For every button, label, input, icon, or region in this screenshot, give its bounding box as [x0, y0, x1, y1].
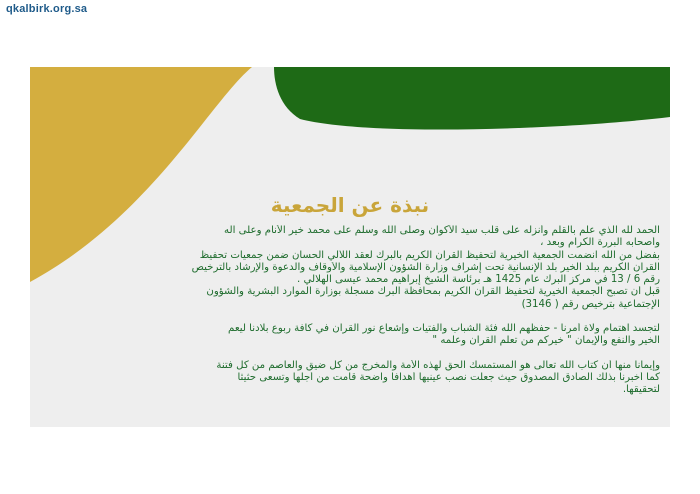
- green-shape: [274, 67, 670, 130]
- text-line: رقم 6 / 13 في مركز البرك عام 1425 هـ برئاسة الشيخ إبراهيم محمد عيسى الهلالي .: [297, 274, 660, 286]
- paragraph-2: [140, 323, 660, 348]
- text-line: وإيماناً منها أن كتاب الله تعالى هو المستمسك الحق لهذه الأمة والمخرج من كل ضيق والعاصم من كل فتنة: [216, 359, 660, 371]
- paragraph-1: [140, 225, 660, 311]
- paragraph-3: [140, 360, 660, 397]
- text-line: الإجتماعية بترخيص رقم ( 3146): [521, 298, 660, 310]
- slide: [30, 67, 670, 427]
- site-watermark: qkalbirk.org.sa: [6, 3, 88, 15]
- text-line: لتجسد اهتمام ولاة أمرنا - حفظهم الله فئة الشباب والفتيات وإشعاع نور القرآن في كافة ربوع بلادنا ليعم: [228, 323, 660, 335]
- text-line: بفضل من الله انضمت الجمعية الخيرية لتحفيظ القرآن الكريم بالبرك لعقد اللآلي الحسان ضمن جمعيات تحفيظ: [199, 249, 660, 261]
- text-line: الحمد لله الذي علّم بالقلم وأنزله على قلب سيد الأكوان وصلى الله وسلم على محمد خير الأنام وعلى آله: [224, 225, 660, 236]
- text-line: كما أخبرنا بذلك الصادق المصدوق حيث جعلت نصب عينيها أهدافاً واضحة قامت من أجلها وتسعى حثيثاً: [237, 371, 660, 383]
- text-line: قبل أن تصبح الجمعية الخيرية لتحفيظ القرآن الكريم بمحافظة البرك مسجلة بوزارة الموارد البشرية والشؤون: [206, 286, 660, 298]
- text-line: وأصحابه البررة الكرام وبعد ،: [540, 237, 660, 249]
- text-line: الخير والنفع والإيمان " خيركم من تعلم القرآن وعلمه ": [432, 335, 660, 347]
- page-title: نبذة عن الجمعية: [270, 193, 430, 217]
- about-text: [140, 225, 660, 397]
- text-line: القرآن الكريم ببلد الخير بلد الإنسانية تحت إشراف وزارة الشؤون الإسلامية والأوقاف والدعوة والإرشاد بالترخيص: [191, 261, 660, 273]
- text-line: لتحقيقها.: [622, 384, 660, 396]
